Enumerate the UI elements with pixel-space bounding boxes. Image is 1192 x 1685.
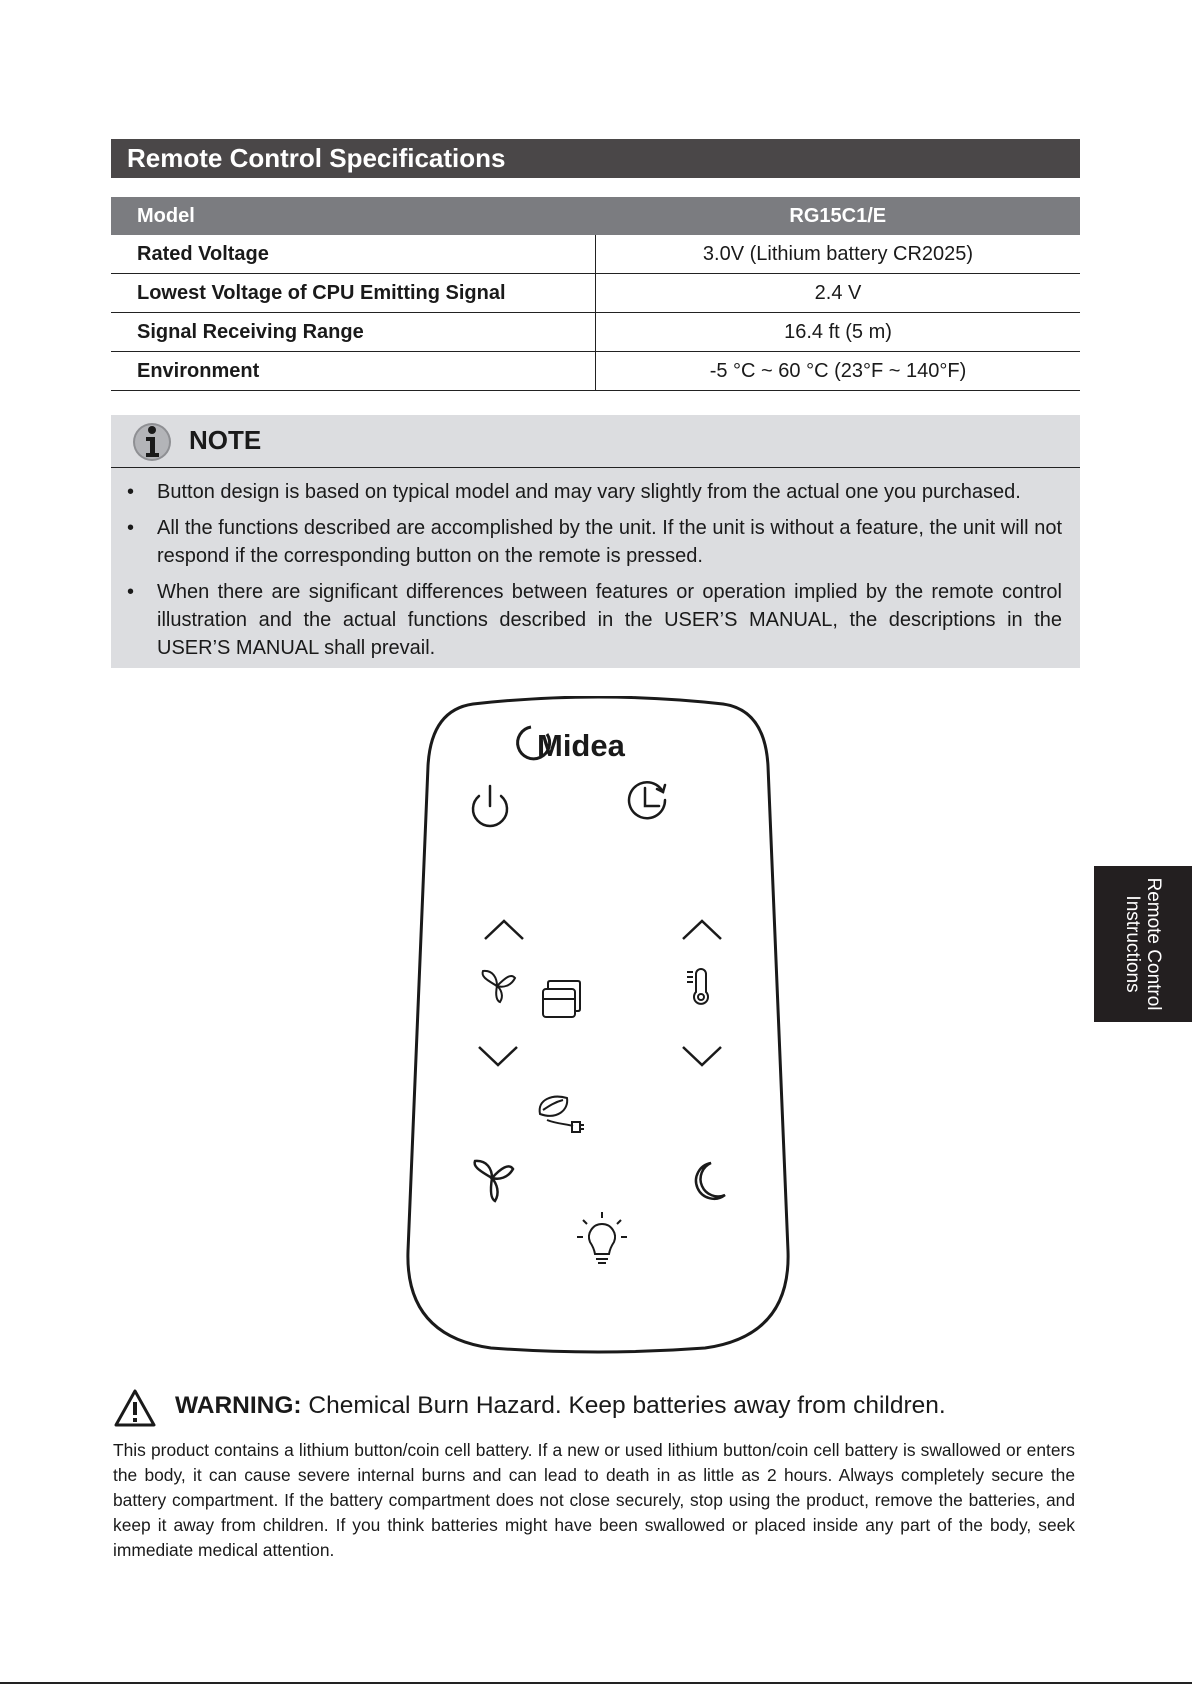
warning-body: This product contains a lithium button/coin cell battery. If a new or used lithium button/coin cell battery is swallowed or enters the body, it can cause severe internal burns and can lead to death in as little as 2 hours. Always completely secure the battery compartment. If the battery compartment does not close securely, stop using the product, remove the batteries, and keep it away from children. If you think batteries might have been swallowed or placed inside any part of the body, seek immediate medical attention. (113, 1440, 1075, 1560)
spec-value: 3.0V (Lithium battery CR2025) (596, 235, 1081, 274)
spec-value: 2.4 V (596, 274, 1081, 313)
section-title: Remote Control Specifications (111, 139, 1080, 178)
table-row (111, 274, 1080, 313)
side-section-tab (1094, 866, 1192, 1022)
note-title: NOTE (189, 425, 262, 455)
spec-label: Rated Voltage (111, 235, 596, 274)
side-tab-line2: Instructions (1122, 895, 1143, 993)
note-header (111, 415, 1080, 468)
spec-value: 16.4 ft (5 m) (596, 313, 1081, 352)
table-row (111, 235, 1080, 274)
note-text: All the functions described are accomplished by the unit. If the unit is without a feature, the unit will not respond if the corresponding button on the remote is pressed. (157, 517, 1062, 567)
brand-name: Midea (537, 728, 625, 763)
table-row (111, 313, 1080, 352)
note-text: When there are significant differences between features or operation implied by the remote control illustration and the actual functions described in the USER’S MANUAL, the descriptions in the USER’S MANUAL shall prevail. (157, 581, 1062, 659)
spec-value: -5 °C ~ 60 °C (23°F ~ 140°F) (596, 352, 1081, 391)
warning-headline-text: Chemical Burn Hazard. Keep batteries away from children. (301, 1392, 946, 1419)
list-item: • Button design is based on typical model and may vary slightly from the actual one you purchased. (127, 481, 1021, 503)
note-text: Button design is based on typical model and may vary slightly from the actual one you purchased. (157, 481, 1021, 503)
spec-table (111, 197, 1080, 391)
side-tab-text (1122, 869, 1164, 1019)
warning-triangle-icon (113, 1388, 157, 1428)
spec-label: Lowest Voltage of CPU Emitting Signal (111, 274, 596, 313)
side-tab-line1: Remote Control (1143, 877, 1164, 1011)
spec-header-row (111, 197, 1080, 235)
spec-header-label: Model (111, 197, 596, 235)
remote-control-illustration (405, 696, 791, 1356)
info-icon (131, 421, 173, 463)
footer-rule (0, 1682, 1192, 1684)
warning-header (113, 1388, 1093, 1428)
list-item: • When there are significant differences between features or operation implied by the remote control illustration and the actual functions described in the USER’S MANUAL, the descriptions in the USER’S MANUAL shall prevail. (127, 581, 1062, 659)
spec-label: Environment (111, 352, 596, 391)
note-list (111, 468, 1080, 662)
spec-label: Signal Receiving Range (111, 313, 596, 352)
list-item: • All the functions described are accomplished by the unit. If the unit is without a feature, the unit will not respond if the corresponding button on the remote is pressed. (127, 517, 1062, 567)
table-row (111, 352, 1080, 391)
note-box (111, 415, 1080, 668)
spec-header-value: RG15C1/E (596, 197, 1081, 235)
warning-headline (175, 1392, 946, 1420)
warning-label: WARNING: (175, 1392, 302, 1419)
